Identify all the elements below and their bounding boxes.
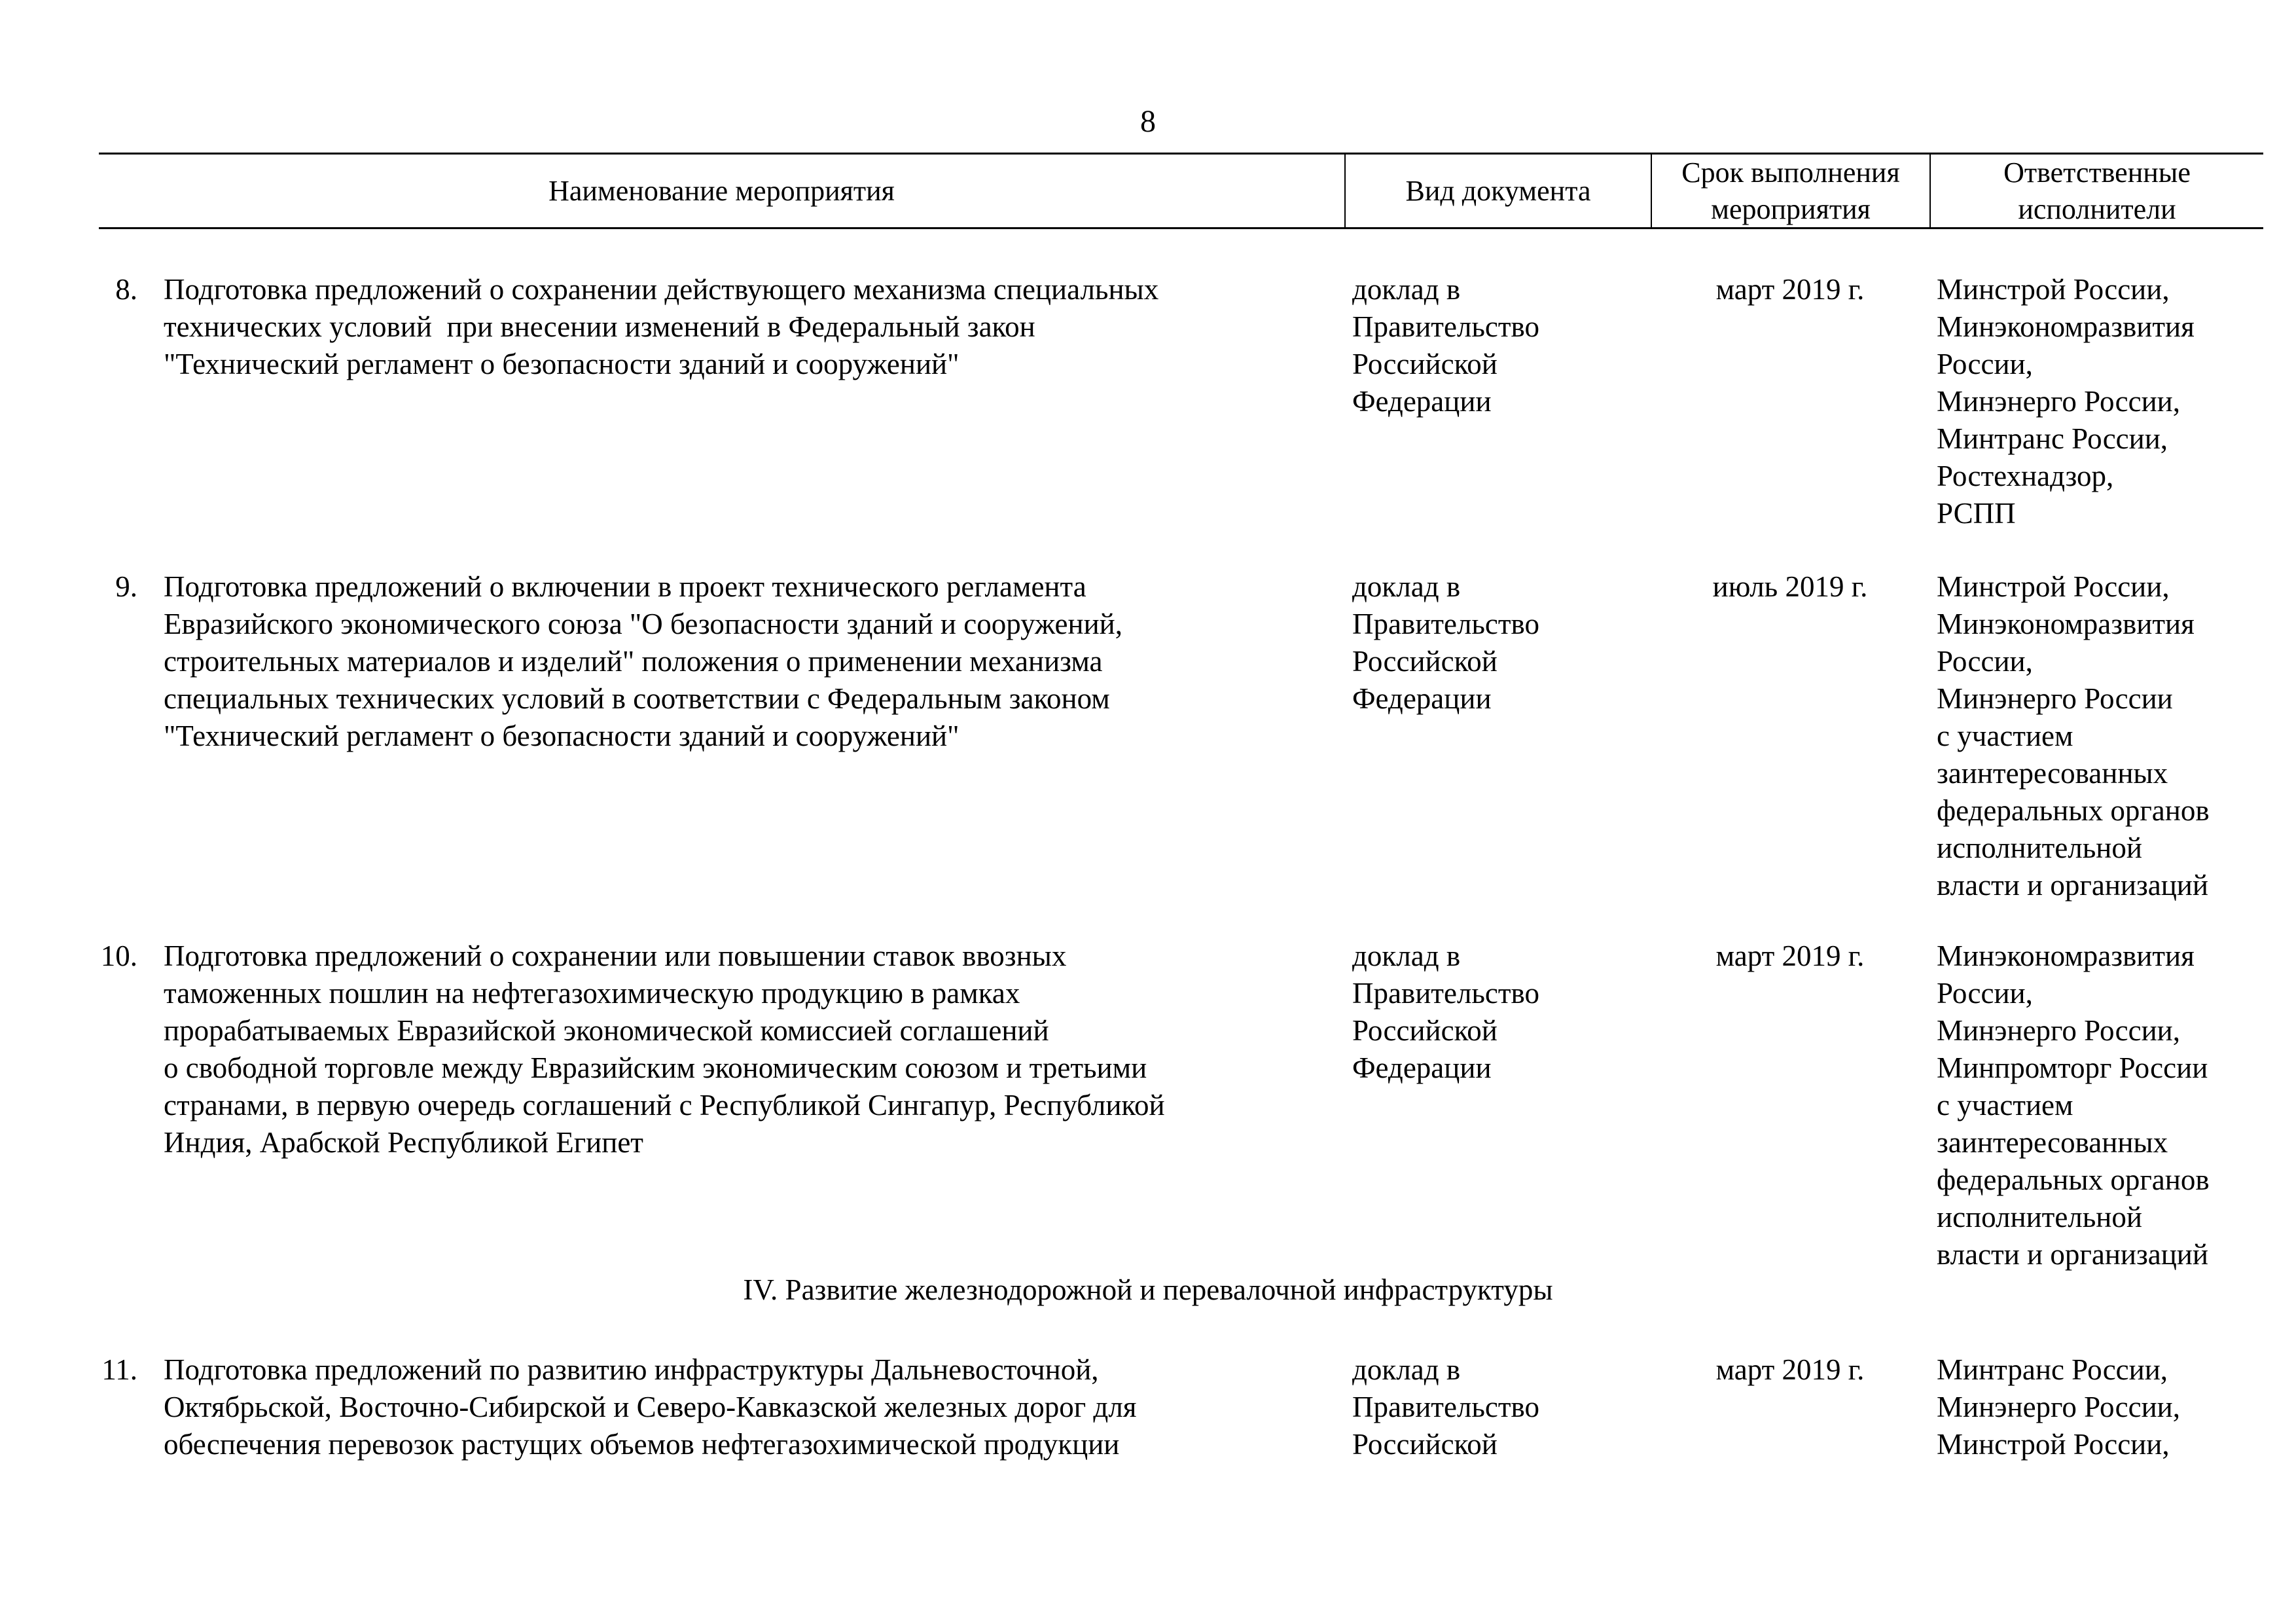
- responsible-line: заинтересованных: [1937, 1126, 2168, 1159]
- header-doc-text: Вид документа: [1405, 174, 1591, 207]
- responsible-line: Минэнерго России,: [1937, 385, 2181, 418]
- document-type-line: Федерации: [1352, 682, 1492, 715]
- header-resp: [1931, 153, 2263, 228]
- header-name: [99, 153, 1344, 228]
- event-name-line: строительных материалов и изделий" положения о применении механизма: [164, 645, 1103, 678]
- row-number-line: 8.: [115, 273, 137, 306]
- responsible-line: Минэкономразвития: [1937, 939, 2195, 972]
- event-name-line: специальных технических условий в соответствии с Федеральным законом: [164, 682, 1110, 715]
- document-type: [1352, 271, 1539, 420]
- responsible-line: Минстрой России,: [1937, 273, 2170, 306]
- document-type-line: доклад в: [1352, 1353, 1461, 1386]
- event-name-line: о свободной торговле между Евразийским экономическим союзом и третьими: [164, 1051, 1147, 1084]
- responsible-line: Минэкономразвития: [1937, 310, 2195, 343]
- document-type: [1352, 1351, 1539, 1463]
- event-name-line: Евразийского экономического союза "О безопасности зданий и сооружений,: [164, 608, 1122, 640]
- deadline-line: март 2019 г.: [1715, 939, 1865, 972]
- responsible-line: федеральных органов: [1937, 794, 2210, 827]
- document-type-line: Правительство: [1352, 977, 1539, 1010]
- event-name: [164, 1351, 1136, 1463]
- deadline: [1656, 938, 1924, 975]
- deadline: [1656, 568, 1924, 606]
- document-type-line: Российской: [1352, 645, 1498, 678]
- responsible-line: Минтранс России,: [1937, 1353, 2168, 1386]
- row-number: [98, 568, 137, 606]
- row-number: [98, 271, 137, 308]
- document-type-line: Федерации: [1352, 385, 1492, 418]
- responsible-line: власти и организаций: [1937, 1238, 2208, 1271]
- deadline: [1656, 271, 1924, 308]
- responsible: [1937, 938, 2210, 1273]
- document-type: [1352, 568, 1539, 718]
- responsible-line: с участием: [1937, 1089, 2073, 1122]
- event-name-line: странами, в первую очередь соглашений с Республикой Сингапур, Республикой: [164, 1089, 1165, 1122]
- responsible: [1937, 568, 2210, 904]
- document-type-line: доклад в: [1352, 273, 1461, 306]
- document-type-line: Российской: [1352, 348, 1498, 380]
- responsible-line: Минэнерго России,: [1937, 1014, 2181, 1047]
- responsible-line: России,: [1937, 348, 2033, 380]
- event-name-line: Индия, Арабской Республикой Египет: [164, 1126, 643, 1159]
- section-heading: IV. Развитие железнодорожной и перевалочной инфраструктуры: [743, 1273, 1553, 1306]
- responsible-line: России,: [1937, 645, 2033, 678]
- responsible-line: Минтранс России,: [1937, 422, 2168, 455]
- header-term: [1652, 153, 1929, 228]
- responsible-line: РСПП: [1937, 497, 2016, 530]
- responsible-line: Минстрой России,: [1937, 1428, 2170, 1461]
- document-type-line: доклад в: [1352, 939, 1461, 972]
- responsible: [1937, 271, 2195, 532]
- responsible-line: заинтересованных: [1937, 757, 2168, 790]
- row-number: [98, 1351, 137, 1389]
- header-name-text: Наименование мероприятия: [548, 174, 895, 207]
- responsible: [1937, 1351, 2180, 1463]
- header-resp-line: исполнители: [2018, 192, 2176, 225]
- document-type-line: Правительство: [1352, 608, 1539, 640]
- event-name: [164, 938, 1165, 1161]
- document-type-line: Федерации: [1352, 1051, 1492, 1084]
- responsible-line: исполнительной: [1937, 1201, 2142, 1233]
- event-name-line: Подготовка предложений по развитию инфраструктуры Дальневосточной,: [164, 1353, 1099, 1386]
- event-name-line: таможенных пошлин на нефтегазохимическую продукцию в рамках: [164, 977, 1020, 1010]
- row-number-line: 11.: [101, 1353, 137, 1386]
- responsible-line: Ростехнадзор,: [1937, 460, 2114, 492]
- document-type-line: доклад в: [1352, 570, 1461, 603]
- header-resp-line: Ответственные: [2003, 156, 2191, 189]
- header-term-line: Срок выполнения: [1681, 156, 1900, 189]
- header-doc: [1346, 153, 1651, 228]
- event-name-line: Подготовка предложений о сохранении или повышении ставок ввозных: [164, 939, 1067, 972]
- responsible-line: Минэнерго России: [1937, 682, 2173, 715]
- event-name-line: "Технический регламент о безопасности зданий и сооружений": [164, 720, 960, 752]
- event-name-line: Подготовка предложений о включении в проект технического регламента: [164, 570, 1086, 603]
- header-term-line: мероприятия: [1711, 192, 1871, 225]
- event-name-line: Подготовка предложений о сохранении действующего механизма специальных: [164, 273, 1159, 306]
- page-number: 8: [1140, 104, 1156, 139]
- deadline: [1656, 1351, 1924, 1389]
- row-number: [98, 938, 137, 975]
- event-name: [164, 568, 1122, 755]
- responsible-line: федеральных органов: [1937, 1163, 2210, 1196]
- deadline-line: март 2019 г.: [1715, 1353, 1865, 1386]
- responsible-line: Минстрой России,: [1937, 570, 2170, 603]
- document-type-line: Правительство: [1352, 1391, 1539, 1423]
- row-number-line: 9.: [115, 570, 137, 603]
- responsible-line: исполнительной: [1937, 831, 2142, 864]
- responsible-line: Минэнерго России,: [1937, 1391, 2181, 1423]
- document-type-line: Российской: [1352, 1428, 1498, 1461]
- deadline-line: июль 2019 г.: [1712, 570, 1868, 603]
- responsible-line: власти и организаций: [1937, 869, 2208, 902]
- event-name-line: Октябрьской, Восточно-Сибирской и Северо-Кавказской железных дорог для: [164, 1391, 1137, 1423]
- responsible-line: Минэкономразвития: [1937, 608, 2195, 640]
- event-name-line: обеспечения перевозок растущих объемов нефтегазохимической продукции: [164, 1428, 1120, 1461]
- event-name-line: "Технический регламент о безопасности зданий и сооружений": [164, 348, 960, 380]
- event-name-line: прорабатываемых Евразийской экономической комиссией соглашений: [164, 1014, 1049, 1047]
- event-name: [164, 271, 1158, 383]
- responsible-line: с участием: [1937, 720, 2073, 752]
- responsible-line: Минпромторг России: [1937, 1051, 2208, 1084]
- responsible-line: России,: [1937, 977, 2033, 1010]
- row-number-line: 10.: [100, 939, 137, 972]
- document-type: [1352, 938, 1539, 1087]
- document-type-line: Российской: [1352, 1014, 1498, 1047]
- event-name-line: технических условий при внесении изменений в Федеральный закон: [164, 310, 1035, 343]
- document-type-line: Правительство: [1352, 310, 1539, 343]
- deadline-line: март 2019 г.: [1715, 273, 1865, 306]
